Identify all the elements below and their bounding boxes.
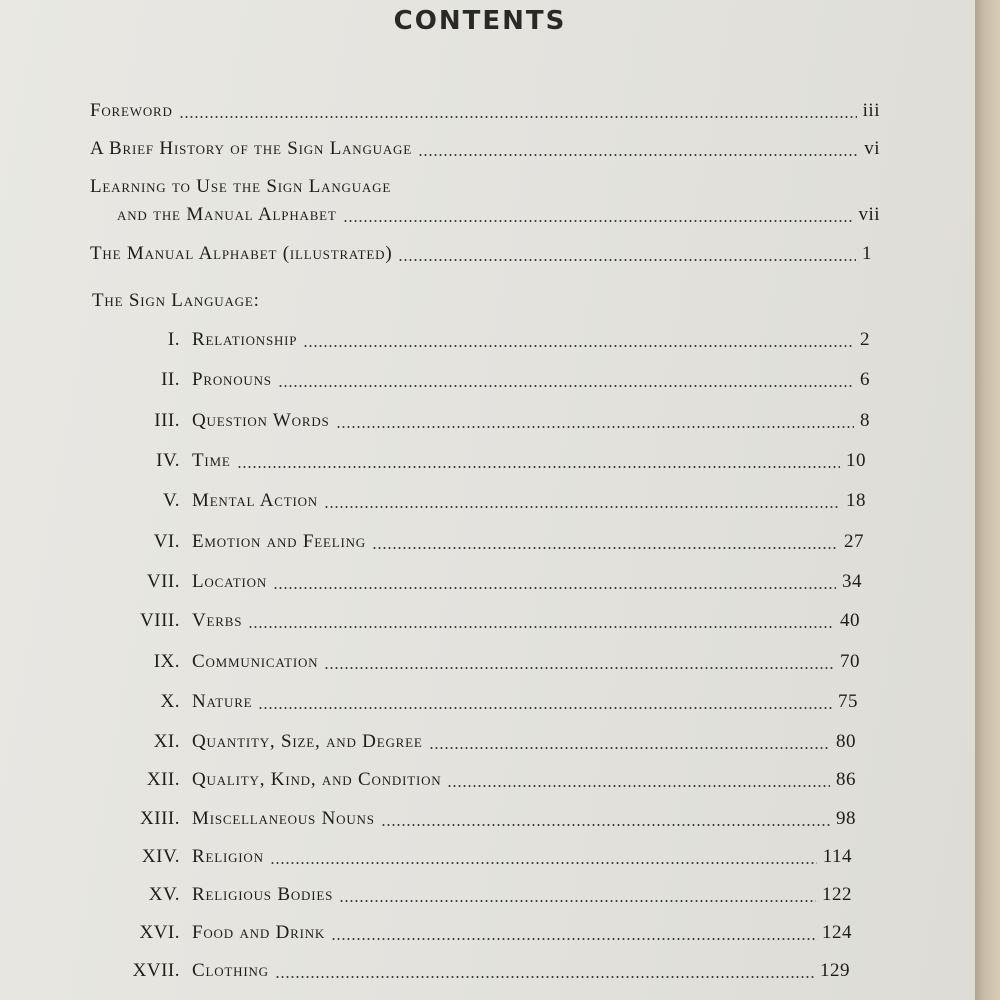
section-heading: The Sign Language: [92, 290, 260, 311]
dot-leader [398, 259, 856, 261]
chapter-title: Location [192, 571, 268, 592]
chapter-page: 2 [860, 329, 870, 350]
toc-entry-history [90, 138, 880, 160]
chapter-entry [90, 731, 856, 753]
toc-entry-label: A Brief History of the Sign Language [90, 138, 412, 159]
chapter-title: Verbs [192, 610, 243, 631]
chapter-entry [90, 960, 850, 982]
toc-entry-page: iii [862, 100, 880, 121]
chapter-number: XVII. [132, 960, 180, 981]
dot-leader [447, 785, 830, 787]
dot-leader [324, 506, 840, 508]
chapter-page: 40 [840, 610, 860, 631]
chapter-page: 34 [842, 571, 862, 592]
chapter-entry [90, 531, 864, 553]
chapter-entry [90, 450, 866, 472]
dot-leader [336, 426, 854, 428]
chapter-number: I. [167, 329, 180, 350]
chapter-title: Quality, Kind, and Condition [192, 769, 442, 790]
dot-leader [331, 938, 816, 940]
chapter-page: 27 [844, 531, 864, 552]
chapter-entry [90, 691, 858, 713]
chapter-entry [90, 610, 860, 632]
chapter-title: Time [192, 450, 231, 471]
chapter-title: Clothing [192, 960, 269, 981]
toc-entry-label: Foreword [90, 100, 173, 121]
chapter-page: 70 [840, 651, 860, 672]
dot-leader [179, 116, 857, 118]
toc-entry-page: vi [864, 138, 880, 159]
chapter-number: XIII. [140, 808, 180, 829]
chapter-number: VIII. [140, 610, 180, 631]
dot-leader [248, 626, 834, 628]
chapter-entry [90, 490, 866, 512]
chapter-title: Miscellaneous Nouns [192, 808, 375, 829]
chapter-entry [90, 329, 870, 351]
chapter-page: 129 [820, 960, 850, 981]
chapter-page: 75 [838, 691, 858, 712]
chapter-title: Nature [192, 691, 253, 712]
toc-entry-manual-alphabet [90, 243, 872, 265]
page-edge [975, 0, 1000, 1000]
page-title: CONTENTS [393, 6, 567, 36]
chapter-number: XVI. [139, 922, 180, 943]
chapter-entry [90, 884, 852, 906]
chapter-title: Question Words [192, 410, 330, 431]
chapter-number: IV. [156, 450, 180, 471]
dot-leader [303, 345, 854, 347]
toc-entry-label: The Manual Alphabet (illustrated) [90, 243, 393, 264]
chapter-title: Pronouns [192, 369, 272, 390]
chapter-entry [90, 651, 860, 673]
toc-entry-page: 1 [862, 243, 872, 264]
chapter-number: X. [160, 691, 180, 712]
chapter-page: 122 [822, 884, 852, 905]
dot-leader [381, 824, 830, 826]
chapter-page: 114 [822, 846, 852, 867]
chapter-entry [90, 808, 856, 830]
chapter-number: VI. [153, 531, 180, 552]
chapter-entry [90, 571, 862, 593]
chapter-page: 8 [860, 410, 870, 431]
dot-leader [237, 466, 840, 468]
chapter-page: 124 [822, 922, 852, 943]
chapter-title: Religion [192, 846, 264, 867]
toc-entry-foreword [90, 100, 880, 122]
chapter-number: XIV. [141, 846, 180, 867]
chapter-title: Communication [192, 651, 319, 672]
toc-entry-label: and the Manual Alphabet [117, 204, 337, 225]
toc-entry-learning-line1: Learning to Use the Sign Language [90, 176, 392, 197]
dot-leader [324, 667, 834, 669]
chapter-entry [90, 369, 870, 391]
dot-leader [258, 707, 832, 709]
dot-leader [275, 976, 814, 978]
dot-leader [372, 547, 838, 549]
chapter-title: Mental Action [192, 490, 318, 511]
dot-leader [339, 900, 816, 902]
chapter-title: Relationship [192, 329, 298, 350]
chapter-page: 86 [836, 769, 856, 790]
chapter-page: 10 [846, 450, 866, 471]
dot-leader [429, 747, 830, 749]
chapter-entry [90, 769, 856, 791]
chapter-page: 98 [836, 808, 856, 829]
dot-leader [418, 154, 858, 156]
chapter-page: 18 [846, 490, 866, 511]
dot-leader [278, 385, 854, 387]
chapter-title: Religious Bodies [192, 884, 334, 905]
chapter-entry [90, 410, 870, 432]
chapter-number: XII. [146, 769, 180, 790]
dot-leader [273, 587, 836, 589]
chapter-title: Food and Drink [192, 922, 326, 943]
chapter-number: V. [162, 490, 180, 511]
chapter-page: 80 [836, 731, 856, 752]
toc-entry-page: vii [858, 204, 880, 225]
chapter-entry [90, 846, 852, 868]
chapter-number: II. [161, 369, 180, 390]
chapter-entry [90, 922, 852, 944]
chapter-number: III. [154, 410, 180, 431]
dot-leader [343, 220, 853, 222]
chapter-number: XI. [153, 731, 180, 752]
chapter-number: VII. [146, 571, 180, 592]
chapter-title: Emotion and Feeling [192, 531, 366, 552]
toc-entry-learning [117, 204, 880, 226]
chapter-page: 6 [860, 369, 870, 390]
chapter-number: XV. [148, 884, 180, 905]
chapter-title: Quantity, Size, and Degree [192, 731, 423, 752]
chapter-number: IX. [153, 651, 180, 672]
dot-leader [270, 862, 817, 864]
